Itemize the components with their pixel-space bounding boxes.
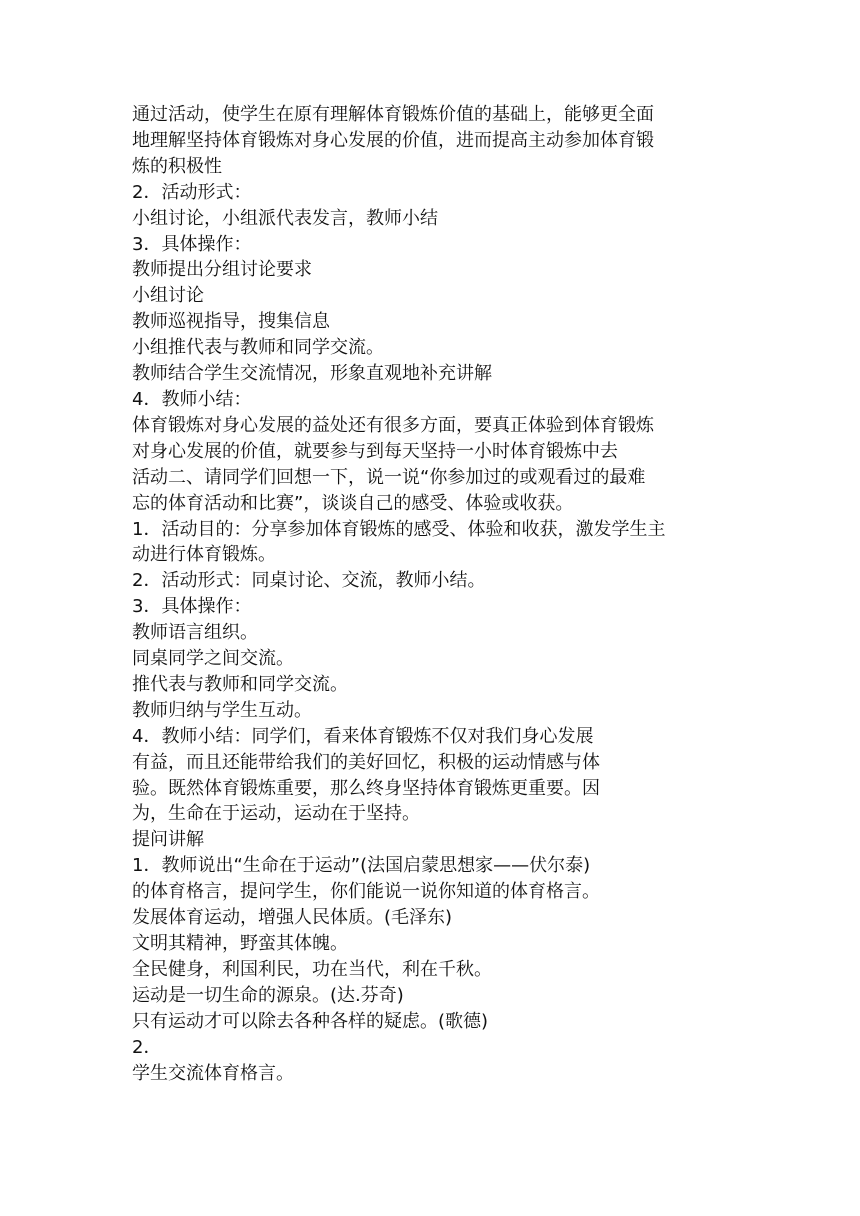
document-body — [132, 102, 742, 1086]
text-line: 教师巡视指导，搜集信息 — [132, 311, 330, 333]
text-line: 全民健身，利国利民，功在当代，利在千秋。 — [132, 958, 492, 980]
text-line: 体育锻炼对身心发展的益处还有很多方面，要真正体验到体育锻炼 — [132, 414, 654, 436]
text-line: 小组推代表与教师和同学交流。 — [132, 337, 384, 359]
text-line: 炼的积极性 — [132, 155, 222, 177]
text-line: 同桌同学之间交流。 — [132, 648, 294, 670]
text-line: 小组讨论，小组派代表发言，教师小结 — [132, 207, 438, 229]
text-line: 1．教师说出“生命在于运动”(法国启蒙思想家——伏尔泰) — [132, 855, 591, 877]
text-line: 推代表与教师和同学交流。 — [132, 673, 348, 695]
text-line: 1．活动目的：分享参加体育锻炼的感受、体验和收获，激发学生主 — [132, 518, 666, 540]
text-line: 对身心发展的价值，就要参与到每天坚持一小时体育锻炼中去 — [132, 440, 618, 462]
text-line: 教师提出分组讨论要求 — [132, 259, 312, 281]
text-line: 活动二、请同学们回想一下，说一说“你参加过的或观看过的最难 — [132, 466, 646, 488]
text-line: 验。既然体育锻炼重要，那么终身坚持体育锻炼更重要。因 — [132, 777, 600, 799]
text-line: 4．教师小结：同学们，看来体育锻炼不仅对我们身心发展 — [132, 725, 594, 747]
text-line: 4．教师小结： — [132, 388, 252, 410]
text-line: 为，生命在于运动，运动在于坚持。 — [132, 803, 420, 825]
text-line: 地理解坚持体育锻炼对身心发展的价值，进而提高主动参加体育锻 — [132, 129, 654, 151]
text-line: 提问讲解 — [132, 829, 204, 851]
text-line: 教师结合学生交流情况，形象直观地补充讲解 — [132, 363, 492, 385]
text-line: 教师归纳与学生互动。 — [132, 699, 312, 721]
text-line: 运动是一切生命的源泉。(达.芬奇) — [132, 984, 404, 1006]
text-line: 2．活动形式： — [132, 181, 252, 203]
text-line: 只有运动才可以除去各种各样的疑虑。(歌德) — [132, 1010, 489, 1032]
text-line: 通过活动，使学生在原有理解体育锻炼价值的基础上，能够更全面 — [132, 104, 654, 125]
text-line: 教师语言组织。 — [132, 622, 258, 644]
text-line: 发展体育运动，增强人民体质。(毛泽东) — [132, 907, 453, 929]
text-line: 3．具体操作： — [132, 596, 252, 618]
text-line: 3．具体操作： — [132, 233, 252, 255]
text-line: 小组讨论 — [132, 285, 204, 307]
text-line: 2．活动形式：同桌讨论、交流，教师小结。 — [132, 570, 486, 592]
text-line: 文明其精神，野蛮其体魄。 — [132, 933, 348, 954]
text-line: 有益，而且还能带给我们的美好回忆，积极的运动情感与体 — [132, 751, 600, 773]
text-line: 学生交流体育格言。 — [132, 1062, 294, 1084]
text-line: 的体育格言，提问学生，你们能说一说你知道的体育格言。 — [132, 881, 600, 903]
text-line: 2． — [132, 1036, 162, 1058]
text-line: 动进行体育锻炼。 — [132, 544, 276, 566]
text-line: 忘的体育活动和比赛”，谈谈自己的感受、体验或收获。 — [132, 492, 574, 514]
